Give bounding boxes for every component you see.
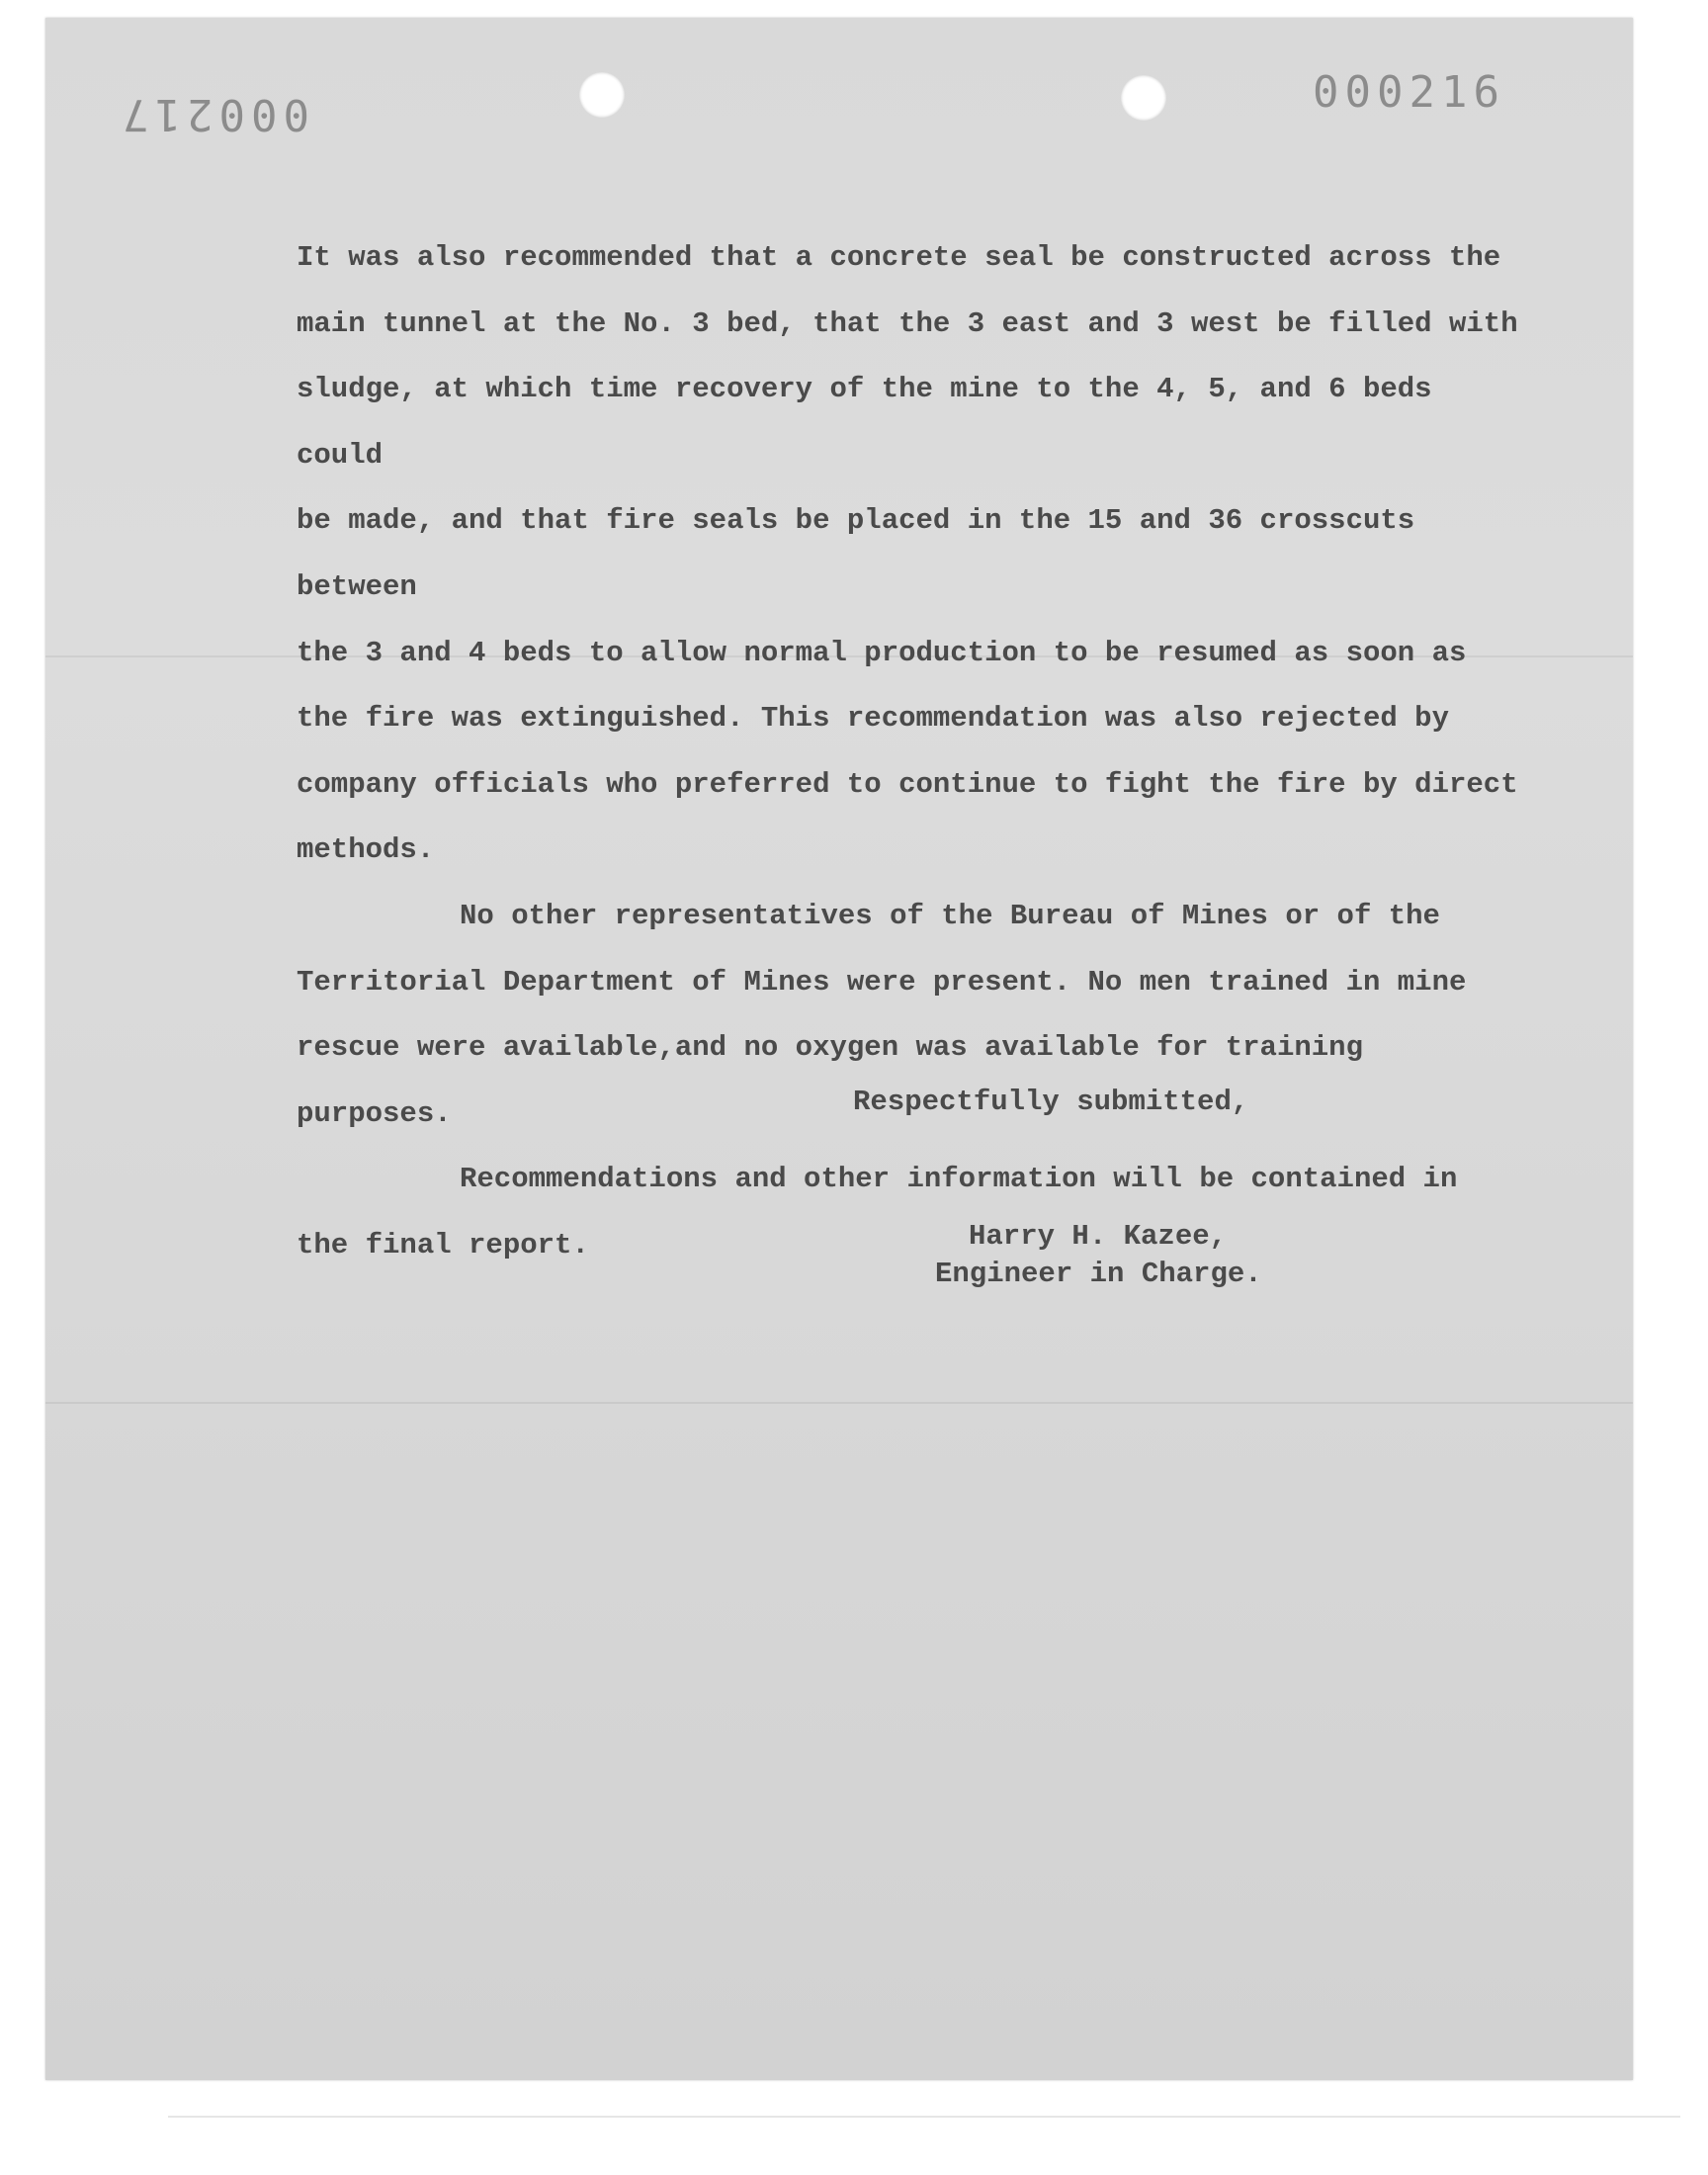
punch-hole <box>579 72 625 118</box>
fold-line <box>45 1402 1633 1404</box>
scan-edge <box>168 2116 1680 2118</box>
paragraph-representatives: No other representatives of the Bureau of Mines or of the Territorial Department of Mines were present. No men trained in mine rescue were available,and no oxygen was available for training purposes. <box>297 899 1467 1130</box>
paragraph-final-report: Recommendations and other information will be contained in the final report. <box>297 1163 1458 1262</box>
signature-block <box>935 1218 1262 1293</box>
punch-hole <box>1121 75 1166 121</box>
page-number-stamp-right: 000216 <box>1313 67 1505 118</box>
signer-title: Engineer in Charge. <box>935 1258 1262 1290</box>
page-number-stamp-left: 000217 <box>117 89 309 139</box>
signer-name: Harry H. Kazee, <box>969 1220 1228 1253</box>
paragraph-recommendation: It was also recommended that a concrete seal be constructed across the main tunnel at the No. 3 bed, that the 3 east and 3 west be filled with sludge, at which time recovery of the mine to the 4, 5, and 6 beds could be made, and that fire seals be placed in the 15 and 36 crosscuts between the 3 and 4 beds to allow normal production to be resumed as soon as the fire was extinguished. This recommendation was also rejected by company officials who preferred to continue to fight the fire by direct methods. <box>297 241 1518 867</box>
letter-body <box>297 225 1522 1279</box>
closing-line: Respectfully submitted, <box>853 1086 1249 1118</box>
